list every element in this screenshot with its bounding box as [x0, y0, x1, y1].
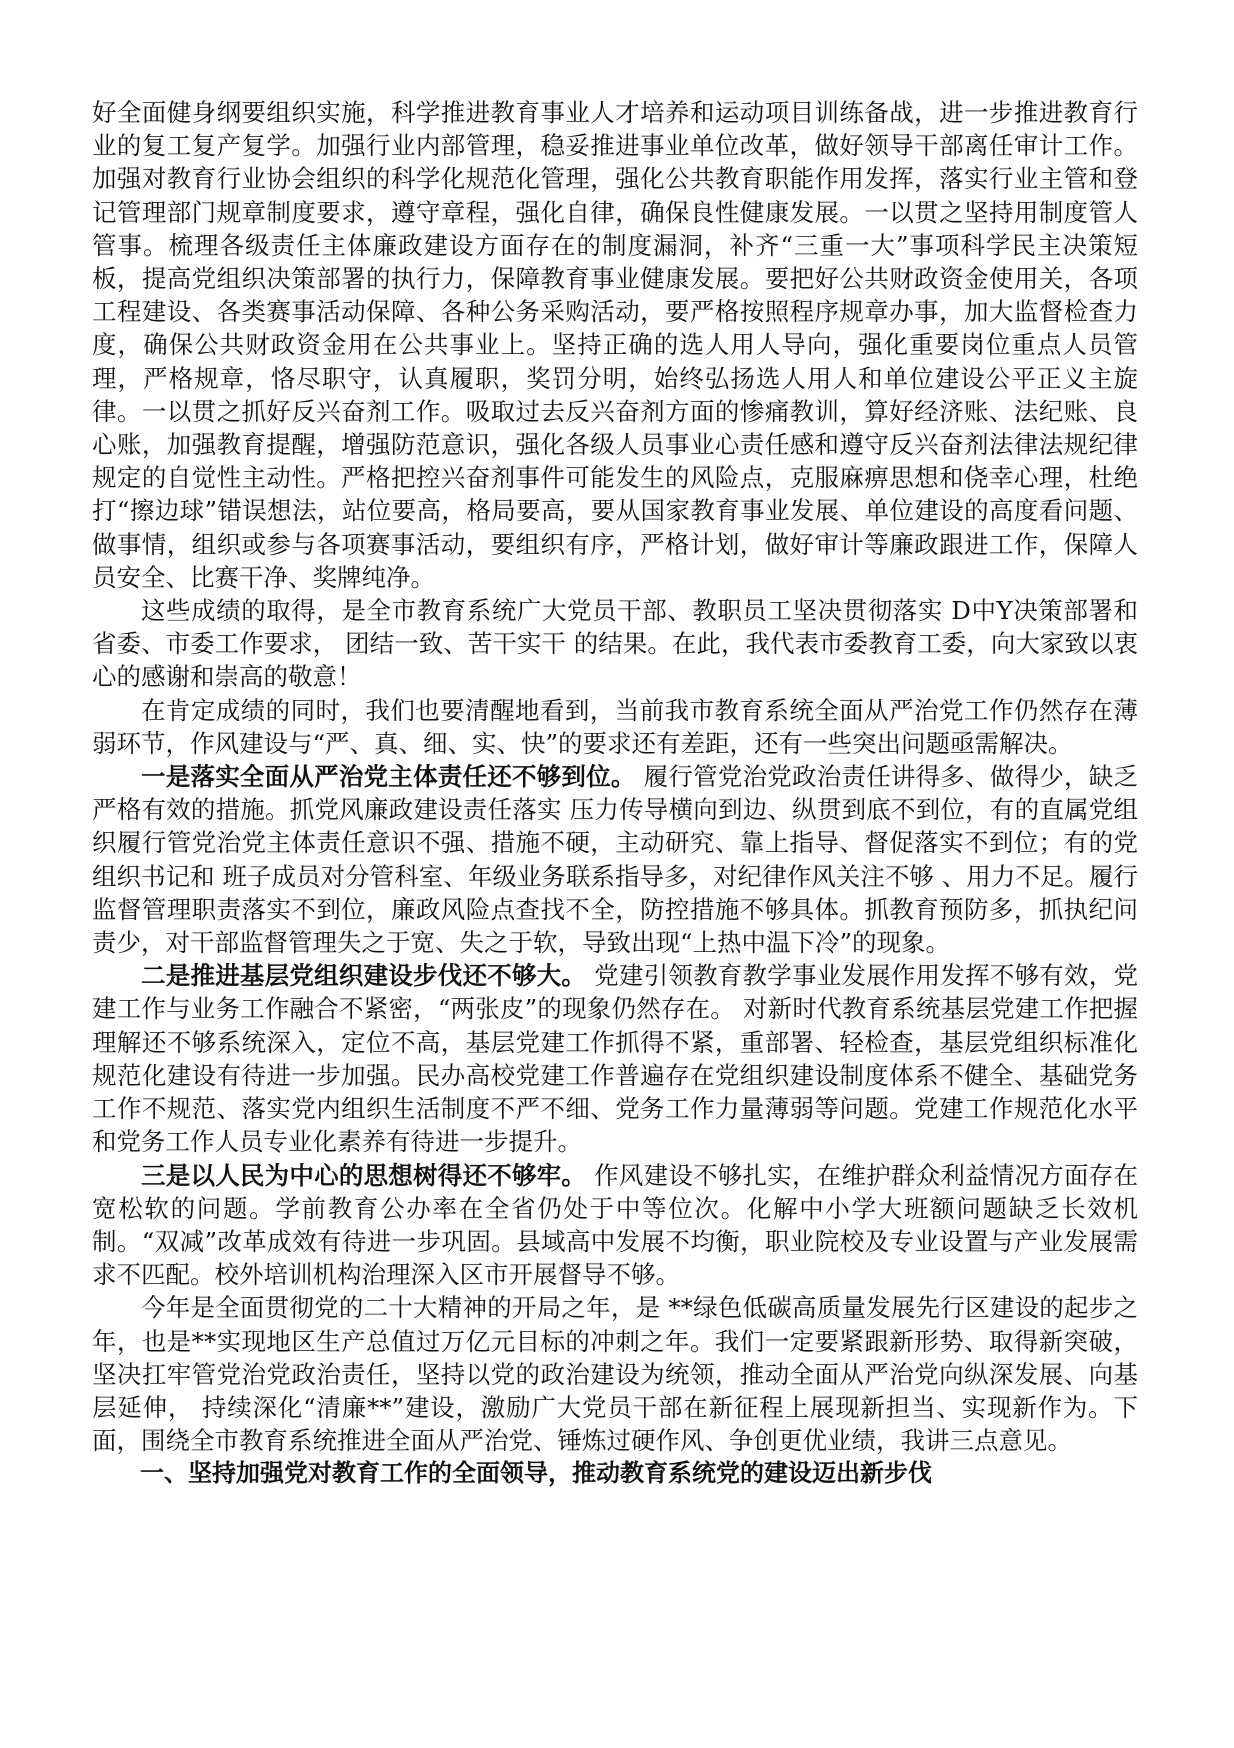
- paragraph-text: 党建引领教育教学事业发展作用发挥不够有效，党建工作与业务工作融合不紧密，“两张皮”的现象仍然存在。 对新时代教育系统基层党建工作把握理解还不够系统深入，定位不高，基层党建工作抓得不紧，重部署、轻检查，基层党组织标准化规范化建设有待进一步加强。民办高校党建工作普遍存在党组织建设制度体系不健全、基础党务工作不规范、落实党内组织生活制度不严不细、党务工作力量薄弱等问题。党建工作规范化水平和党务工作人员专业化素养有待进一步提升。: [92, 961, 1138, 1157]
- paragraph-text: 今年是全面贯彻党的二十大精神的开局之年，是 **绿色低碳高质量发展先行区建设的起步之年，也是**实现地区生产总值过万亿元目标的冲刺之年。我们一定要紧跟新形势、取得新突破，坚决扛牢管党治党政治责任，坚持以党的政治建设为统领，推动全面从严治党向纵深发展、向基层延伸， 持续深化“清廉**”建设，激励广大党员干部在新征程上展现新担当、实现新作为。下面，围绕全市教育系统推进全面从严治党、锤炼过硬作风、争创更优业绩，我讲三点意见。: [92, 1293, 1138, 1456]
- paragraph-7: [92, 1291, 1138, 1457]
- paragraph-text: 在肯定成绩的同时，我们也要清醒地看到，当前我市教育系统全面从严治党工作仍然存在薄弱环节，作风建设与“严、真、细、实、快”的要求还有差距，还有一些突出问题亟需解决。: [92, 695, 1138, 758]
- paragraph-3: [92, 694, 1138, 760]
- paragraph-6: [92, 1159, 1138, 1292]
- paragraph-2: [92, 594, 1138, 694]
- paragraph-text: 作风建设不够扎实，在维护群众利益情况方面存在宽松软的问题。学前教育公办率在全省仍处于中等位次。化解中小学大班额问题缺乏长效机制。“双减”改革成效有待进一步巩固。县域高中发展不均衡，职业院校及专业设置与产业发展需求不匹配。校外培训机构治理深入区市开展督导不够。: [92, 1160, 1138, 1290]
- paragraph-4: [92, 760, 1138, 959]
- paragraph-text: 这些成绩的取得，是全市教育系统广大党员干部、教职员工坚决贯彻落实 D中Y决策部署和省委、市委工作要求， 团结一致、苦干实干 的结果。在此，我代表市委教育工委，向大家致以衷心的感谢和崇高的敬意！: [92, 596, 1138, 692]
- paragraph-text: 履行管党治党政治责任讲得多、做得少，缺乏严格有效的措施。抓党风廉政建设责任落实 压力传导横向到边、纵贯到底不到位，有的直属党组织履行管党治党主体责任意识不强、措施不硬，主动研究、靠上指导、督促落实不到位；有的党组织书记和 班子成员对分管科室、年级业务联系指导多，对纪律作风关注不够 、用力不足。履行监督管理职责落实不到位，廉政风险点查找不全，防控措施不够具体。抓教育预防多，抓执纪问责少，对干部监督管理失之于宽、失之于软，导致出现“上热中温下冷”的现象。: [92, 762, 1138, 958]
- paragraph-lead: 二是推进基层党组织建设步伐还不够大。: [141, 961, 587, 991]
- section-heading: 一、坚持加强党对教育工作的全面领导，推动教育系统党的建设迈出新步伐: [140, 1459, 932, 1488]
- paragraph-5: [92, 959, 1138, 1158]
- paragraph-text: 好全面健身纲要组织实施，科学推进教育事业人才培养和运动项目训练备战，进一步推进教育行业的复工复产复学。加强行业内部管理，稳妥推进事业单位改革，做好领导干部离任审计工作。加强对教育行业协会组织的科学化规范化管理，强化公共教育职能作用发挥，落实行业主管和登记管理部门规章制度要求，遵守章程，强化自律，确保良性健康发展。一以贯之坚持用制度管人管事。梳理各级责任主体廉政建设方面存在的制度漏洞，补齐“三重一大”事项科学民主决策短板，提高党组织决策部署的执行力，保障教育事业健康发展。要把好公共财政资金使用关，各项工程建设、各类赛事活动保障、各种公务采购活动，要严格按照程序规章办事，加大监督检查力度，确保公共财政资金用在公共事业上。坚持正确的选人用人导向，强化重要岗位重点人员管理，严格规章，恪尽职守，认真履职，奖罚分明，始终弘扬选人用人和单位建设公平正义主旋律。一以贯之抓好反兴奋剂工作。吸取过去反兴奋剂方面的惨痛教训，算好经济账、法纪账、良心账，加强教育提醒，增强防范意识，强化各级人员事业心责任感和遵守反兴奋剂法律法规纪律规定的自觉性主动性。严格把控兴奋剂事件可能发生的风险点，克服麻痹思想和侥幸心理，杜绝打“擦边球”错误想法，站位要高，格局要高，要从国家教育事业发展、单位建设的高度看问题、做事情，组织或参与各项赛事活动，要组织有序，严格计划，做好审计等廉政跟进工作，保障人员安全、比赛干净、奖牌纯净。: [92, 98, 1138, 592]
- document-page: [92, 96, 1138, 1491]
- paragraph-lead: 一是落实全面从严治党主体责任还不够到位。: [141, 762, 636, 792]
- paragraph-1: [92, 96, 1138, 594]
- paragraph-lead: 三是以人民为中心的思想树得还不够牢。: [141, 1160, 587, 1190]
